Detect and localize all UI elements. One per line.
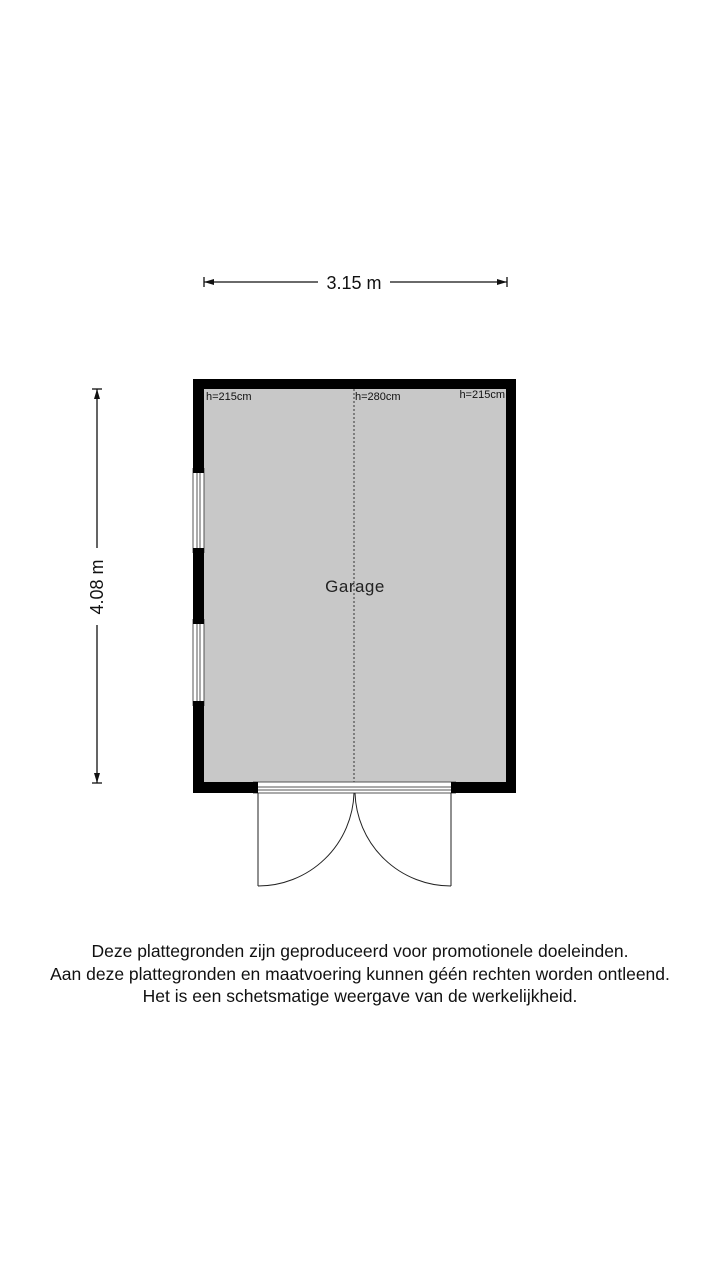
disclaimer-line: Aan deze plattegronden en maatvoering kunnen géén rechten worden ontleend.	[50, 963, 670, 984]
depth-dimension	[87, 389, 107, 783]
height-label-right: h=215cm	[459, 389, 505, 401]
disclaimer-line: Deze plattegronden zijn geproduceerd voor promotionele doeleinden.	[91, 941, 629, 961]
double-door	[258, 793, 451, 886]
disclaimer	[0, 940, 720, 1008]
window-lower	[193, 619, 204, 706]
depth-label: 4.08 m	[87, 559, 107, 615]
height-label-left: h=215cm	[206, 391, 252, 403]
window-upper	[193, 468, 204, 553]
room-label: Garage	[325, 577, 385, 596]
width-label: 3.15 m	[326, 273, 382, 293]
height-label-center: h=280cm	[355, 391, 401, 403]
door-threshold	[253, 782, 456, 793]
width-dimension	[204, 273, 507, 293]
disclaimer-line: Het is een schetsmatige weergave van de werkelijkheid.	[142, 986, 578, 1006]
